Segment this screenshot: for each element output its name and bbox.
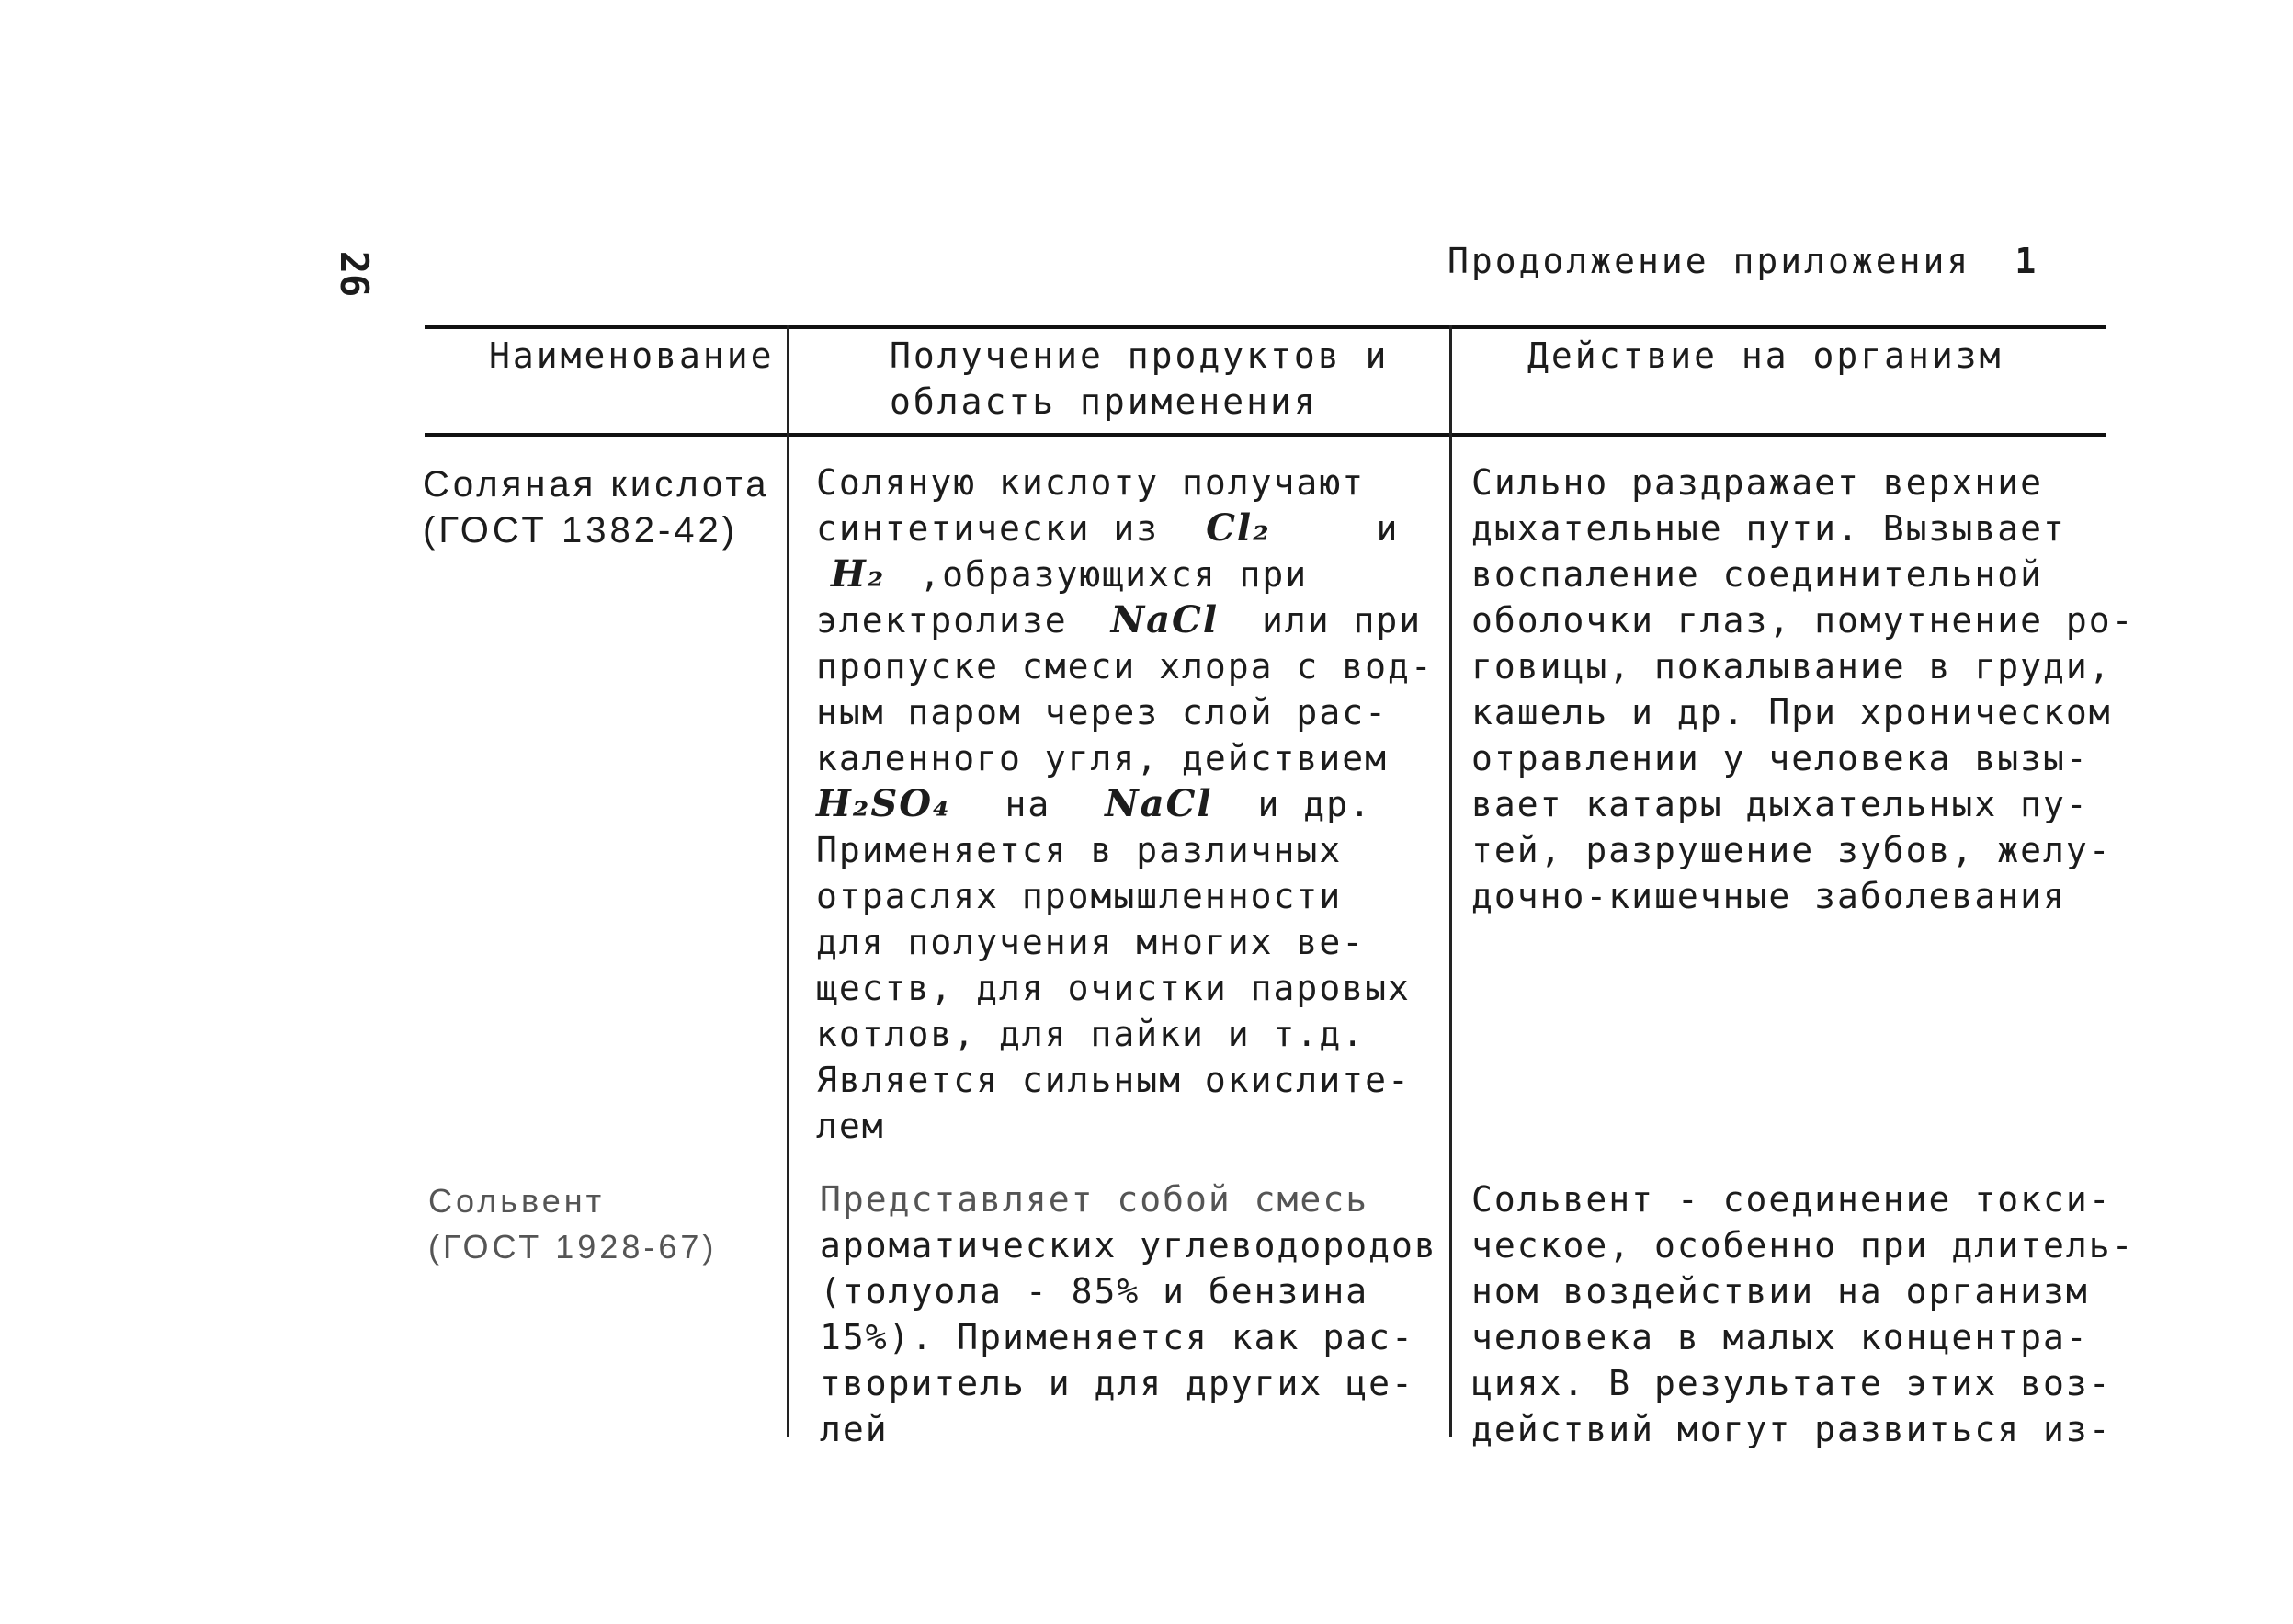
effect-line: тей, разрушение зубов, желу- bbox=[1471, 830, 2112, 870]
row-1-effect bbox=[1471, 460, 2134, 919]
effect-line: циях. В результате этих воз- bbox=[1471, 1363, 2112, 1403]
production-line: пропуске смеси хлора с вод- bbox=[816, 646, 1434, 687]
table-header-rule bbox=[425, 433, 2106, 437]
effect-line: действий могут развиться из- bbox=[1471, 1409, 2112, 1449]
formula-nacl: NaCl bbox=[1110, 598, 1220, 642]
production-text: ,образующихся при bbox=[919, 554, 1309, 595]
production-line: отраслях промышленности bbox=[816, 876, 1343, 916]
production-text: и др. bbox=[1257, 784, 1372, 824]
row-2-name bbox=[428, 1178, 717, 1270]
production-line: для получения многих ве- bbox=[816, 922, 1366, 962]
effect-line: отравлении у человека вызы- bbox=[1471, 738, 2089, 778]
production-text: синтетически из bbox=[816, 508, 1160, 549]
production-line: (толуола - 85% и бензина bbox=[820, 1271, 1369, 1312]
production-text: электролизе bbox=[816, 600, 1068, 641]
production-line bbox=[816, 597, 1434, 643]
effect-line: человека в малых концентра- bbox=[1471, 1317, 2089, 1357]
effect-line: ном воздействии на организм bbox=[1471, 1271, 2089, 1312]
production-text: на bbox=[1005, 784, 1051, 824]
production-line: лем bbox=[816, 1106, 885, 1146]
production-line: Соляную кислоту получают bbox=[816, 462, 1366, 503]
page-number: 26 bbox=[332, 250, 377, 298]
appendix-number: 1 bbox=[2015, 241, 2039, 281]
continuation-heading bbox=[1447, 241, 2038, 281]
header-production-line: Получение продуктов и bbox=[890, 335, 1390, 376]
row-1-production bbox=[816, 460, 1434, 1149]
row-2-effect bbox=[1471, 1176, 2134, 1452]
production-line: каленного угля, действием bbox=[816, 738, 1388, 778]
effect-line: вает катары дыхательных пу- bbox=[1471, 784, 2089, 824]
production-line: ароматических углеводородов bbox=[820, 1225, 1437, 1266]
production-line: ществ, для очистки паровых bbox=[816, 968, 1411, 1008]
formula-h2: H₂ bbox=[831, 552, 886, 596]
effect-line: говицы, покалывание в груди, bbox=[1471, 646, 2112, 687]
production-line: котлов, для пайки и т.д. bbox=[816, 1014, 1366, 1054]
table-top-rule bbox=[425, 325, 2106, 329]
header-production bbox=[890, 333, 1389, 425]
formula-h2so4: H₂SO₄ bbox=[816, 782, 951, 825]
production-line bbox=[816, 505, 1434, 551]
header-name: Наименование bbox=[489, 335, 775, 376]
production-line: Представляет собой смесь bbox=[820, 1179, 1369, 1220]
production-line: лей bbox=[820, 1409, 889, 1449]
production-line bbox=[816, 551, 1434, 597]
row-2-production bbox=[820, 1176, 1437, 1452]
production-line: 15%). Применяется как рас- bbox=[820, 1317, 1414, 1357]
production-line: Применяется в различных bbox=[816, 830, 1343, 870]
effect-line: оболочки глаз, помутнение ро- bbox=[1471, 600, 2135, 641]
formula-cl2: Cl₂ bbox=[1206, 506, 1271, 550]
production-line: ным паром через слой рас- bbox=[816, 692, 1388, 733]
column-divider-1 bbox=[787, 325, 789, 1437]
row-name-line: Соляная кислота bbox=[423, 464, 770, 505]
production-line: творитель и для других це- bbox=[820, 1363, 1414, 1403]
header-production-line: область применения bbox=[890, 381, 1318, 422]
production-line: Является сильным окислите- bbox=[816, 1060, 1411, 1100]
row-name-line: (ГОСТ 1928-67) bbox=[428, 1228, 718, 1266]
production-text: или при bbox=[1261, 600, 1423, 641]
row-name-line: (ГОСТ 1382-42) bbox=[423, 510, 739, 551]
production-line bbox=[816, 781, 1434, 827]
header-effect: Действие на организм bbox=[1527, 335, 2004, 376]
effect-line: дыхательные пути. Вызывает bbox=[1471, 508, 2066, 549]
row-1-name bbox=[423, 461, 769, 553]
row-name-line: Сольвент bbox=[428, 1182, 606, 1220]
continuation-text: Продолжение приложения bbox=[1447, 241, 1971, 281]
effect-line: Сильно раздражает верхние bbox=[1471, 462, 2043, 503]
effect-line: воспаление соединительной bbox=[1471, 554, 2043, 595]
column-divider-2 bbox=[1449, 325, 1452, 1437]
effect-line: ческое, особенно при длитель- bbox=[1471, 1225, 2135, 1266]
effect-line: Сольвент - соединение токси- bbox=[1471, 1179, 2112, 1220]
effect-line: дочно-кишечные заболевания bbox=[1471, 876, 2066, 916]
formula-nacl: NaCl bbox=[1105, 782, 1213, 825]
effect-line: кашель и др. При хроническом bbox=[1471, 692, 2112, 733]
production-text: и bbox=[1376, 508, 1400, 549]
